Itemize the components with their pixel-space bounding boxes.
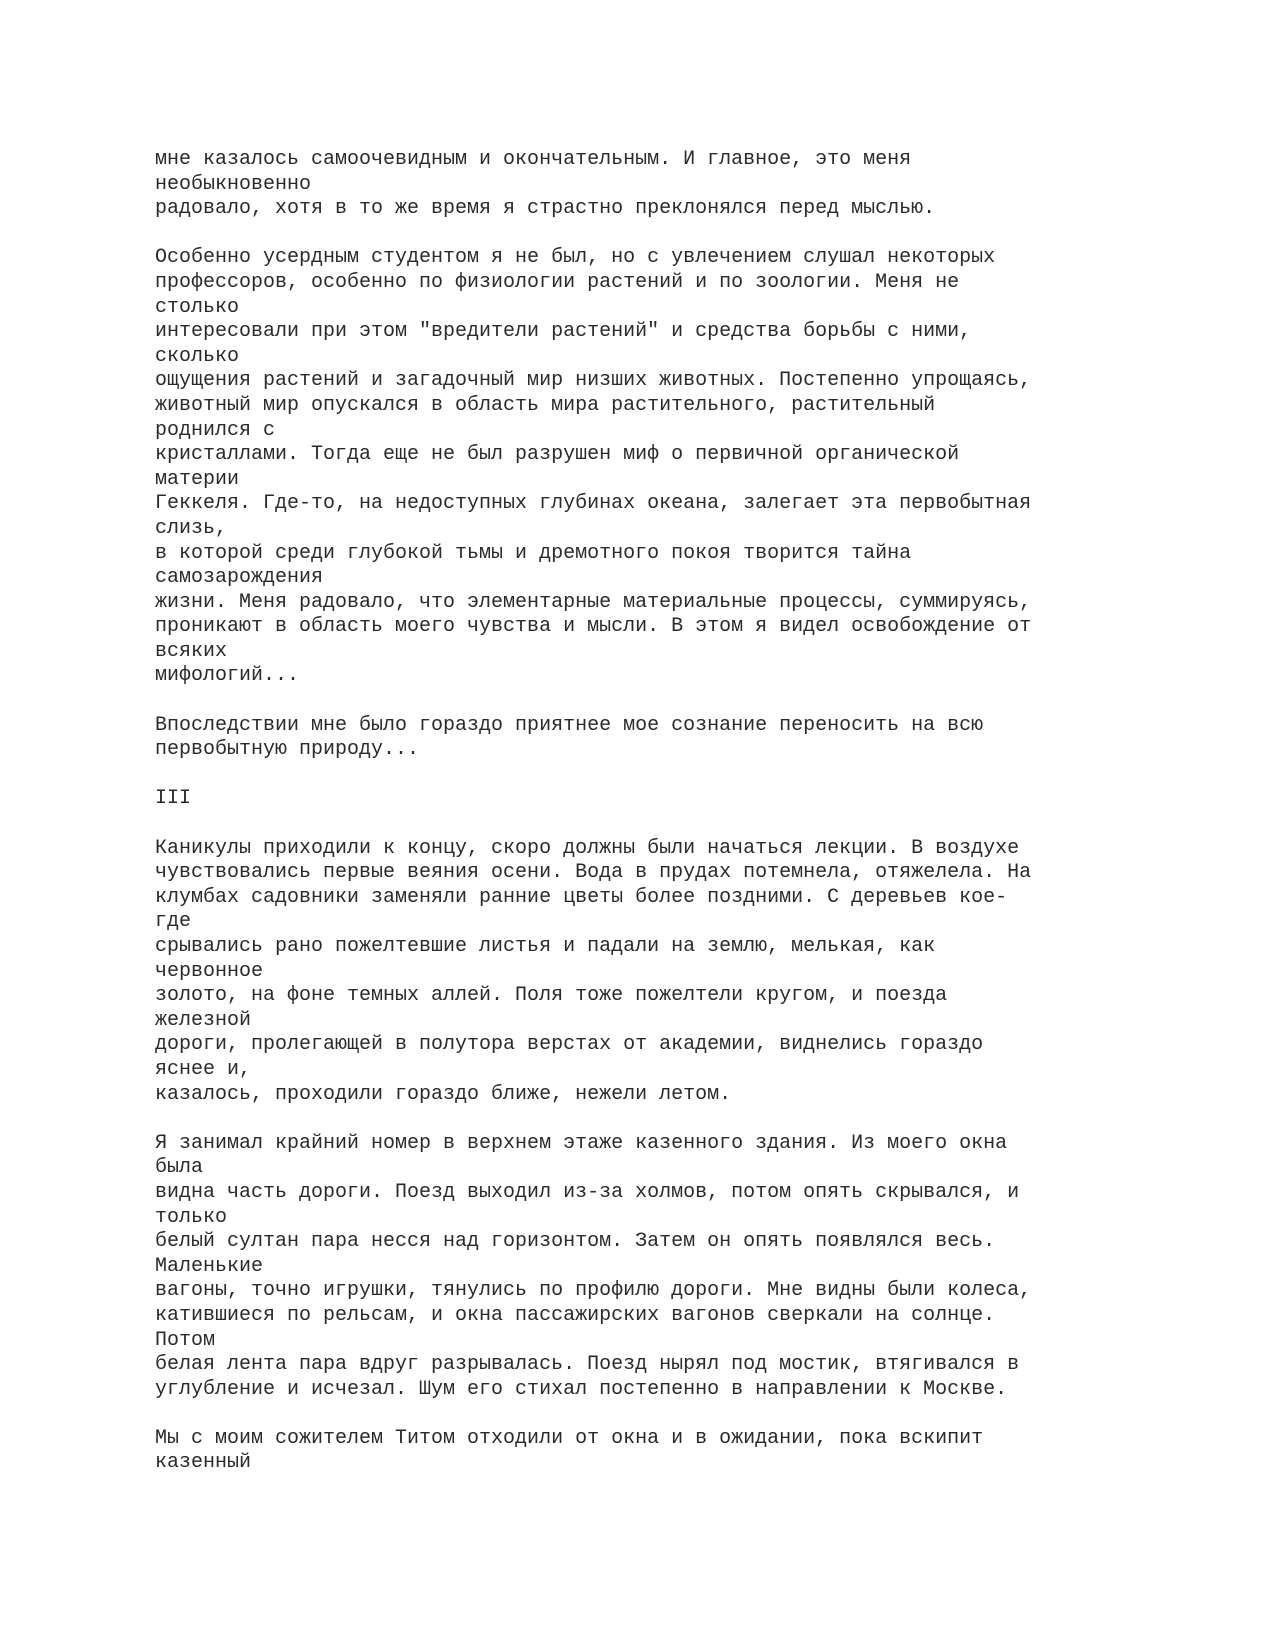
- text-line: [155, 1107, 1235, 1132]
- text-line: ощущения растений и загадочный мир низших животных. Постепенно упрощаясь,: [155, 369, 1032, 393]
- text-line: Каникулы приходили к концу, скоро должны были начаться лекции. В воздухе: [155, 836, 1020, 860]
- text-line: слизь,: [155, 516, 228, 540]
- text-line: где: [155, 910, 192, 934]
- text-line: профессоров, особенно по физиологии растений и по зоологии. Меня не: [155, 270, 960, 294]
- text-line: столько: [155, 295, 240, 319]
- text-line: Потом: [155, 1328, 216, 1352]
- text-line: необыкновенно: [155, 172, 312, 196]
- text-line: казенный: [155, 1451, 252, 1475]
- text-line: [155, 812, 1235, 837]
- text-line: золото, на фоне темных аллей. Поля тоже пожелтели кругом, и поезда: [155, 984, 948, 1008]
- text-line: чувствовались первые веяния осени. Вода в прудах потемнела, отяжелела. На: [155, 861, 1032, 885]
- text-line: Маленькие: [155, 1254, 264, 1278]
- text-line: самозарождения: [155, 566, 324, 590]
- text-line: интересовали при этом "вредители растений" и средства борьбы с ними,: [155, 320, 972, 344]
- text-line: радовало, хотя в то же время я страстно преклонялся перед мыслью.: [155, 197, 936, 221]
- text-line: Особенно усердным студентом я не был, но с увлечением слушал некоторых: [155, 246, 996, 270]
- text-line: кристаллами. Тогда еще не был разрушен миф о первичной органической: [155, 443, 960, 467]
- text-line: белый султан пара несся над горизонтом. Затем он опять появлялся весь.: [155, 1230, 996, 1254]
- text-line: Впоследствии мне было гораздо приятнее мое сознание переносить на всю: [155, 713, 984, 737]
- text-line: срывались рано пожелтевшие листья и падали на землю, мелькая, как: [155, 935, 936, 958]
- text-line: Мы с моим сожителем Титом отходили от окна и в ожидании, пока вскипит: [155, 1426, 984, 1450]
- text-line: первобытную природу...: [155, 738, 420, 762]
- text-line: яснее и,: [155, 1057, 252, 1081]
- text-line: [155, 1402, 1235, 1427]
- document-text: [155, 148, 1235, 1476]
- text-line: всяких: [155, 639, 228, 663]
- text-line: только: [155, 1205, 228, 1229]
- text-line: сколько: [155, 344, 240, 368]
- text-line: мифологий...: [155, 664, 300, 688]
- text-line: в которой среди глубокой тьмы и дремотного покоя творится тайна: [155, 541, 912, 565]
- text-line: III: [155, 787, 192, 811]
- text-line: катившиеся по рельсам, и окна пассажирских вагонов сверкали на солнце.: [155, 1303, 996, 1327]
- text-line: казалось, проходили гораздо ближе, нежели летом.: [155, 1082, 732, 1106]
- text-line: вагоны, точно игрушки, тянулись по профилю дороги. Мне видны были колеса,: [155, 1279, 1032, 1303]
- text-line: Геккеля. Где-то, на недоступных глубинах океана, залегает эта первобытная: [155, 492, 1032, 516]
- text-line: дороги, пролегающей в полутора верстах от академии, виднелись гораздо: [155, 1033, 984, 1057]
- text-line: белая лента пара вдруг разрывалась. Поезд нырял под мостик, втягивался в: [155, 1353, 1020, 1377]
- text-line: клумбах садовники заменяли ранние цветы более поздними. С деревьев кое-: [155, 885, 1008, 909]
- text-line: углубление и исчезал. Шум его стихал постепенно в направлении к Москве.: [155, 1377, 1008, 1401]
- text-line: была: [155, 1156, 204, 1180]
- text-line: животный мир опускался в область мира растительного, растительный: [155, 393, 936, 417]
- text-line: [155, 222, 1235, 247]
- text-line: мне казалось самоочевидным и окончательным. И главное, это меня: [155, 148, 912, 171]
- text-line: материи: [155, 467, 240, 491]
- text-line: Я занимал крайний номер в верхнем этаже казенного здания. Из моего окна: [155, 1131, 1008, 1155]
- text-line: железной: [155, 1008, 252, 1032]
- text-line: жизни. Меня радовало, что элементарные материальные процессы, суммируясь,: [155, 590, 1032, 614]
- text-line: [155, 689, 1235, 714]
- text-line: [155, 763, 1235, 788]
- text-line: роднился с: [155, 418, 276, 442]
- text-line: проникают в область моего чувства и мысли. В этом я видел освобождение от: [155, 615, 1032, 639]
- text-line: видна часть дороги. Поезд выходил из-за холмов, потом опять скрывался, и: [155, 1180, 1020, 1204]
- text-line: червонное: [155, 959, 264, 983]
